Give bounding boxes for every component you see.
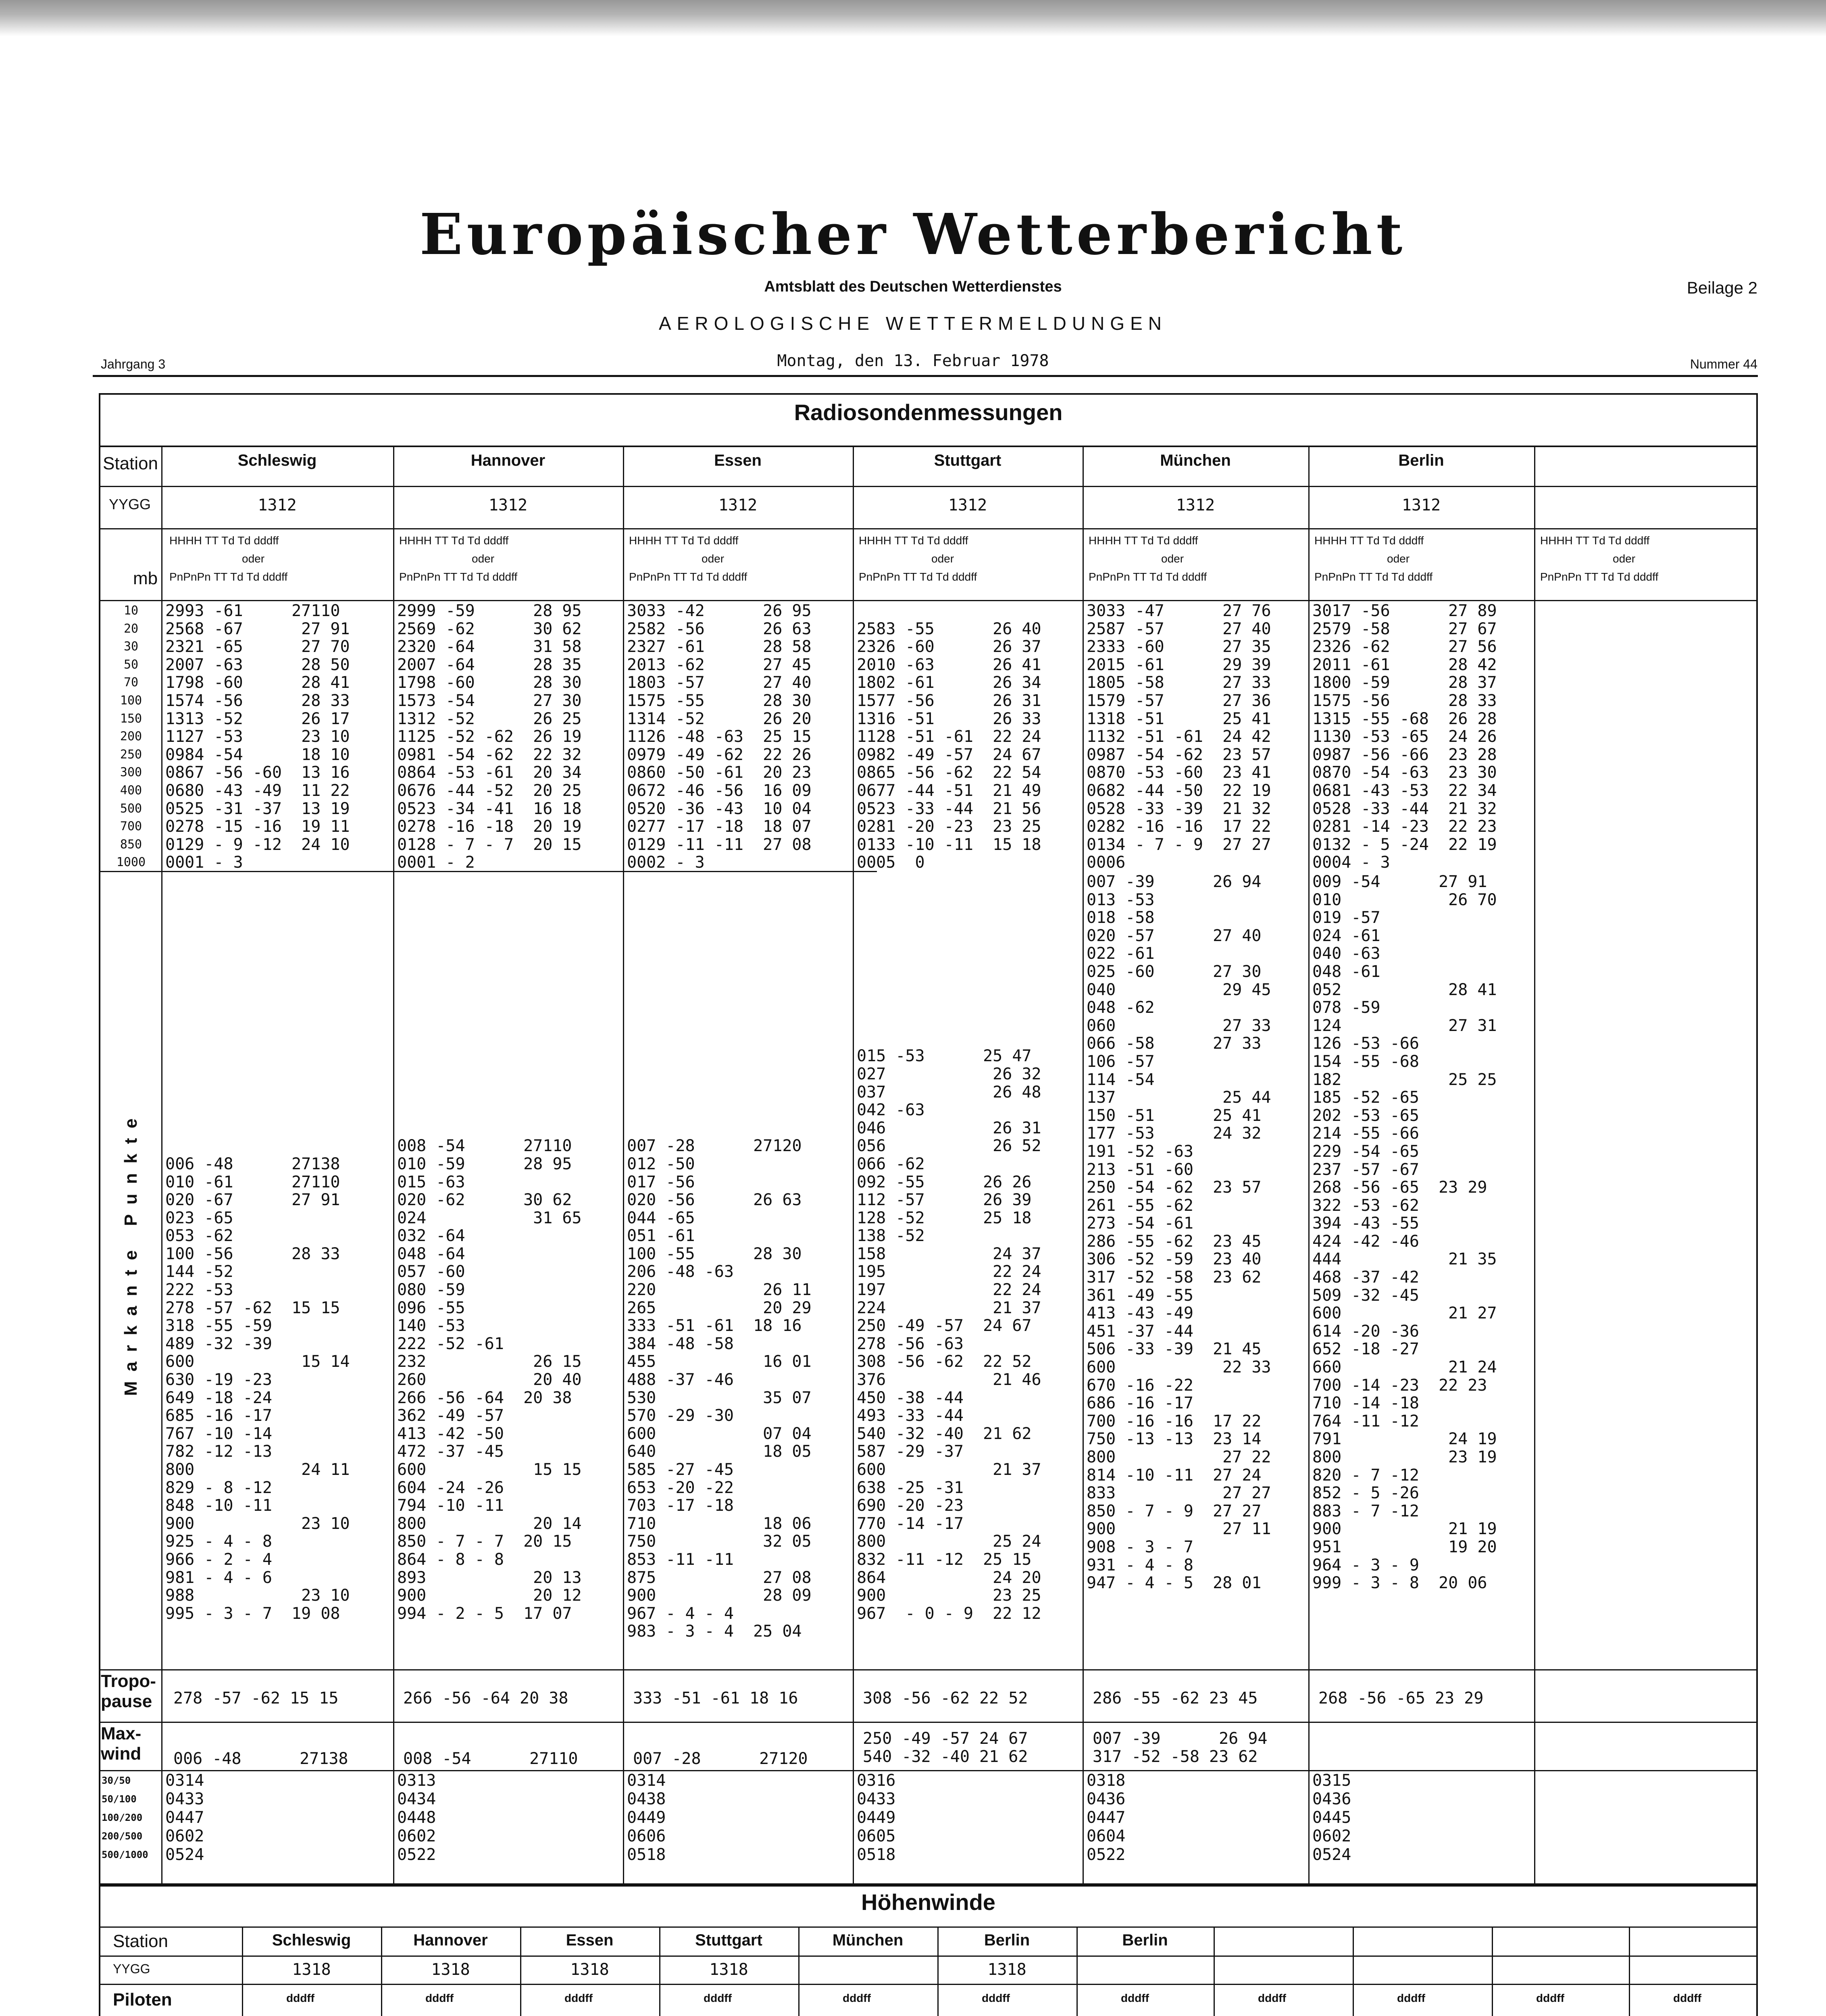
dddff-header: dddff: [1258, 1992, 1286, 2004]
station-schleswig: Schleswig: [237, 452, 317, 469]
hw-station: Berlin: [1122, 1931, 1168, 1949]
col-head: PnPnPn TT Td Td dddff: [169, 571, 288, 583]
mb-label: mb: [133, 569, 158, 588]
yygg-value: 1312: [718, 496, 758, 514]
muenchen-levels: 3033 -47 27 76 2587 -57 27 40 2333 -60 27 35 2015 -61 29 39 1805 -58 27 33 1579 -57 27 36 1318 -51 25 41 1132 -51 -61 24 42 0987 -54 -62 23 57 0870 -53 -60 23 41 0682 -44 -50 22 19 0528 -33 -39 21 32 0282 -16 -16 17 22 0134 - 7 - 9 27 27 0006: [1087, 602, 1271, 872]
col-head: oder: [242, 552, 265, 565]
station-hannover: Hannover: [471, 452, 546, 469]
col-rule: [1214, 1926, 1215, 2016]
yygg-value: 1312: [258, 496, 297, 514]
col-head: PnPnPn TT Td Td dddff: [629, 571, 747, 583]
tropo-value: 268 -56 -65 23 29: [1318, 1689, 1484, 1708]
col-rule: [393, 446, 394, 1885]
rule: [99, 446, 1758, 447]
rule: [99, 528, 1758, 529]
col-rule: [1534, 446, 1535, 1885]
hw-yygg: 1318: [987, 1960, 1026, 1979]
stuttgart-levels: 2583 -55 26 40 2326 -60 26 37 2010 -63 26 41 1802 -61 26 34 1577 -56 26 31 1316 -51 26 33 1128 -51 -61 22 24 0982 -49 -57 24 67 0865 -56 -62 22 54 0677 -44 -51 21 49 0523 -33 -44 21 56 0281 -20 -23 23 25 0133 -10 -11 15 18 0005 0: [857, 619, 1041, 872]
dddff-header: dddff: [1397, 1992, 1425, 2004]
tropopause-label: Tropo-pause: [101, 1671, 156, 1711]
stuttgart-marked: 015 -53 25 47 027 26 32 037 26 48 042 -63 046 26 31 056 26 52 066 -62 092 -55 26 26 112 -57 26 39 128 -52 25 18 138 -52 158 24 37 195 22 24 197 22 24 224 21 37 250 -49 -57 24 67 278 -56 -63 308 -56 -62 22 52 376 21 46 450 -38 -44 493 -33 -44 540 -32 -40 21 62 587 -29 -37 600 21 37 638 -25 -31 690 -20 -23 770 -14 -17 800 25 24 832 -11 -12 25 15 864 24 20 900 23 25 967 - 0 - 9 22 12: [857, 1047, 1041, 1623]
col-rule: [1308, 446, 1310, 1885]
col-head: HHHH TT Td Td dddff: [859, 534, 968, 547]
hw-station: Essen: [566, 1931, 614, 1949]
col-rule: [1629, 1926, 1630, 2016]
section-heading: AEROLOGISCHE WETTERMELDUNGEN: [659, 313, 1167, 334]
issue-number: Nummer 44: [1690, 357, 1757, 371]
station-berlin: Berlin: [1398, 452, 1444, 469]
station-label: Station: [103, 454, 158, 473]
hoehenwinde-title: Höhenwinde: [861, 1889, 995, 1915]
dddff-header: dddff: [425, 1992, 454, 2004]
hw-station-label: Station: [113, 1931, 168, 1951]
col-head: oder: [1161, 552, 1184, 565]
essen-marked: 007 -28 27120 012 -50 017 -56 020 -56 26 63 044 -65 051 -61 100 -55 28 30 206 -48 -63 220 26 11 265 20 29 333 -51 -61 18 16 384 -48 -58 455 16 01 488 -37 -46 530 35 07 570 -29 -30 600 07 04 640 18 05 585 -27 -45 653 -20 -22 703 -17 -18 710 18 06 750 32 05 853 -11 -11 875 27 08 900 28 09 967 - 4 - 4 983 - 3 - 4 25 04: [627, 1137, 812, 1641]
berlin-marked: 009 -54 27 91 010 26 70 019 -57 024 -61 040 -63 048 -61 052 28 41 078 -59 124 27 31 126 -53 -66 154 -55 -68 182 25 25 185 -52 -65 202 -53 -65 214 -55 -66 229 -54 -65 237 -57 -67 268 -56 -65 23 29 322 -53 -62 394 -43 -55 424 -42 -46 444 21 35 468 -37 -42 509 -32 -45 600 21 27 614 -20 -36 652 -18 -27 660 21 24 700 -14 -23 22 23 710 -14 -18 764 -11 -12 791 24 19 800 23 19 820 - 7 -12 852 - 5 -26 883 - 7 -12 900 21 19 951 19 20 964 - 3 - 9 999 - 3 - 8 20 06: [1312, 873, 1497, 1593]
col-head: HHHH TT Td Td dddff: [629, 534, 739, 547]
rule: [99, 1770, 1758, 1771]
rule: [99, 486, 1758, 487]
tropo-value: 266 -56 -64 20 38: [403, 1689, 568, 1708]
rule: [99, 1984, 1758, 1985]
yygg-value: 1312: [1176, 496, 1215, 514]
hannover-levels: 2999 -59 28 95 2569 -62 30 62 2320 -64 31 58 2007 -64 28 35 1798 -60 28 30 1573 -54 27 30 1312 -52 26 25 1125 -52 -62 26 19 0981 -54 -62 22 32 0864 -53 -61 20 34 0676 -44 -52 20 25 0523 -34 -41 16 18 0278 -16 -18 20 19 0128 - 7 - 7 20 15 0001 - 2: [397, 602, 582, 872]
radiosonde-title: Radiosondenmessungen: [794, 400, 1063, 425]
col-head: PnPnPn TT Td Td dddff: [399, 571, 518, 583]
jahrgang: Jahrgang 3: [101, 357, 166, 371]
hw-yygg-label: YYGG: [113, 1962, 150, 1976]
col-head: oder: [472, 552, 495, 565]
station-essen: Essen: [714, 452, 762, 469]
tropo-value: 308 -56 -62 22 52: [863, 1689, 1028, 1708]
header-rule: [93, 375, 1758, 377]
markante-punkte-label: Markante Punkte: [121, 1109, 141, 1396]
col-head: oder: [1387, 552, 1410, 565]
hw-station: Stuttgart: [695, 1931, 762, 1949]
document-title: Europäischer Wetterbericht: [419, 202, 1407, 268]
col-rule: [1083, 446, 1084, 1885]
dddff-header: dddff: [564, 1992, 593, 2004]
diff-values: 0318 0436 0447 0604 0522: [1087, 1771, 1126, 1864]
rule: [99, 600, 1758, 601]
hw-yygg: 1318: [570, 1960, 609, 1979]
tropo-value: 333 -51 -61 18 16: [633, 1689, 798, 1708]
essen-levels: 3033 -42 26 95 2582 -56 26 63 2327 -61 28 58 2013 -62 27 45 1803 -57 27 40 1575 -55 28 30 1314 -52 26 20 1126 -48 -63 25 15 0979 -49 -62 22 26 0860 -50 -61 20 23 0672 -46 -56 16 09 0520 -36 -43 10 04 0277 -17 -18 18 07 0129 -11 -11 27 08 0002 - 3: [627, 602, 812, 872]
scan-edge: [0, 0, 1826, 36]
thickness-labels: 30/50 50/100 100/200 200/500 500/1000: [102, 1775, 148, 1860]
diff-values: 0316 0433 0449 0605 0518: [857, 1771, 896, 1864]
dddff-header: dddff: [1673, 1992, 1701, 2004]
col-head: HHHH TT Td Td dddff: [169, 534, 279, 547]
maxwind-value: 007 -39 26 94 317 -52 -58 23 62: [1093, 1729, 1268, 1766]
rule: [99, 1956, 1758, 1957]
col-head: HHHH TT Td Td dddff: [1089, 534, 1198, 547]
hw-yygg: 1318: [292, 1960, 331, 1979]
yygg-value: 1312: [488, 496, 528, 514]
tropo-value: 286 -55 -62 23 45: [1093, 1689, 1258, 1708]
col-rule: [1353, 1926, 1354, 2016]
dddff-header: dddff: [704, 1992, 732, 2004]
maxwind-value: 250 -49 -57 24 67 540 -32 -40 21 62: [863, 1729, 1028, 1766]
hw-station: Berlin: [984, 1931, 1030, 1949]
col-head: HHHH TT Td Td dddff: [399, 534, 509, 547]
col-rule: [1492, 1926, 1493, 2016]
dddff-header: dddff: [843, 1992, 871, 2004]
diff-values: 0315 0436 0445 0602 0524: [1312, 1771, 1351, 1864]
yygg-value: 1312: [1401, 496, 1441, 514]
rule: [99, 1722, 1758, 1723]
col-rule: [623, 446, 624, 1885]
dddff-header: dddff: [1121, 1992, 1149, 2004]
diff-values: 0314 0438 0449 0606 0518: [627, 1771, 666, 1864]
issue-date: Montag, den 13. Februar 1978: [777, 352, 1049, 370]
station-stuttgart: Stuttgart: [934, 452, 1001, 469]
dddff-header: dddff: [286, 1992, 314, 2004]
col-head: PnPnPn TT Td Td dddff: [859, 571, 977, 583]
yygg-label: YYGG: [109, 496, 151, 512]
maxwind-value: 008 -54 27110: [403, 1749, 578, 1768]
schleswig-levels: 2993 -61 27110 2568 -67 27 91 2321 -65 27 70 2007 -63 28 50 1798 -60 28 41 1574 -56 28 33 1313 -52 26 17 1127 -53 23 10 0984 -54 18 10 0867 -56 -60 13 16 0680 -43 -49 11 22 0525 -31 -37 13 19 0278 -15 -16 19 11 0129 - 9 -12 24 10 0001 - 3: [165, 602, 350, 872]
muenchen-marked: 007 -39 26 94 013 -53 018 -58 020 -57 27 40 022 -61 025 -60 27 30 040 29 45 048 -62 060 27 33 066 -58 27 33 106 -57 114 -54 137 25 44 150 -51 25 41 177 -53 24 32 191 -52 -63 213 -51 -60 250 -54 -62 23 57 261 -55 -62 273 -54 -61 286 -55 -62 23 45 306 -52 -59 23 40 317 -52 -58 23 62 361 -49 -55 413 -43 -49 451 -37 -44 506 -33 -39 21 45 600 22 33 670 -16 -22 686 -16 -17 700 -16 -16 17 22 750 -13 -13 23 14 800 27 22 814 -10 -11 27 24 833 27 27 850 - 7 - 9 27 27 900 27 11 908 - 3 - 7 931 - 4 - 8 947 - 4 - 5 28 01: [1087, 873, 1271, 1593]
maxwind-label: Max-wind: [101, 1724, 142, 1764]
hw-station: Schleswig: [272, 1931, 351, 1949]
document-subtitle: Amtsblatt des Deutschen Wetterdienstes: [764, 278, 1062, 295]
col-head: PnPnPn TT Td Td dddff: [1089, 571, 1207, 583]
col-head: oder: [931, 552, 954, 565]
hw-station: München: [832, 1931, 904, 1949]
schleswig-marked: 006 -48 27138 010 -61 27110 020 -67 27 91 023 -65 053 -62 100 -56 28 33 144 -52 222 -53 278 -57 -62 15 15 318 -55 -59 489 -32 -39 600 15 14 630 -19 -23 649 -18 -24 685 -16 -17 767 -10 -14 782 -12 -13 800 24 11 829 - 8 -12 848 -10 -11 900 23 10 925 - 4 - 8 966 - 2 - 4 981 - 4 - 6 988 23 10 995 - 3 - 7 19 08: [165, 1154, 350, 1623]
hw-piloten-label: Piloten: [113, 1990, 172, 2010]
rule: [99, 1669, 1758, 1670]
dddff-header: dddff: [1536, 1992, 1564, 2004]
col-head: PnPnPn TT Td Td dddff: [1540, 571, 1659, 583]
diff-values: 0314 0433 0447 0602 0524: [165, 1771, 204, 1864]
dddff-header: dddff: [982, 1992, 1010, 2004]
hw-station: Hannover: [413, 1931, 488, 1949]
rule: [99, 1926, 1758, 1928]
yygg-value: 1312: [948, 496, 987, 514]
col-head: PnPnPn TT Td Td dddff: [1314, 571, 1433, 583]
tropo-value: 278 -57 -62 15 15: [173, 1689, 339, 1708]
col-head: oder: [1613, 552, 1636, 565]
pressure-levels: 10 20 30 50 70 100 150 200 250 300 400 500 700 850 1000: [116, 604, 146, 870]
station-muenchen: München: [1160, 452, 1231, 469]
berlin-levels: 3017 -56 27 89 2579 -58 27 67 2326 -62 27 56 2011 -61 28 42 1800 -59 28 37 1575 -56 28 33 1315 -55 -68 26 28 1130 -53 -65 24 26 0987 -56 -66 23 28 0870 -54 -63 23 30 0681 -43 -53 22 34 0528 -33 -44 21 32 0281 -14 -23 22 23 0132 - 5 -24 22 19 0004 - 3: [1312, 602, 1497, 872]
maxwind-value: 006 -48 27138: [173, 1749, 348, 1768]
hw-yygg: 1318: [431, 1960, 470, 1979]
col-head: HHHH TT Td Td dddff: [1540, 534, 1650, 547]
col-head: HHHH TT Td Td dddff: [1314, 534, 1424, 547]
maxwind-value: 007 -28 27120: [633, 1749, 808, 1768]
hannover-marked: 008 -54 27110 010 -59 28 95 015 -63 020 -62 30 62 024 31 65 032 -64 048 -64 057 -60 080 -59 096 -55 140 -53 222 -52 -61 232 26 15 260 20 40 266 -56 -64 20 38 362 -49 -57 413 -42 -50 472 -37 -45 600 15 15 604 -24 -26 794 -10 -11 800 20 14 850 - 7 - 7 20 15 864 - 8 - 8 893 20 13 900 20 12 994 - 2 - 5 17 07: [397, 1137, 582, 1623]
col-head: oder: [702, 552, 725, 565]
col-rule: [853, 446, 854, 1885]
hw-yygg: 1318: [709, 1960, 748, 1979]
beilage-label: Beilage 2: [1686, 278, 1757, 297]
diff-values: 0313 0434 0448 0602 0522: [397, 1771, 436, 1864]
col-rule: [161, 446, 162, 1885]
